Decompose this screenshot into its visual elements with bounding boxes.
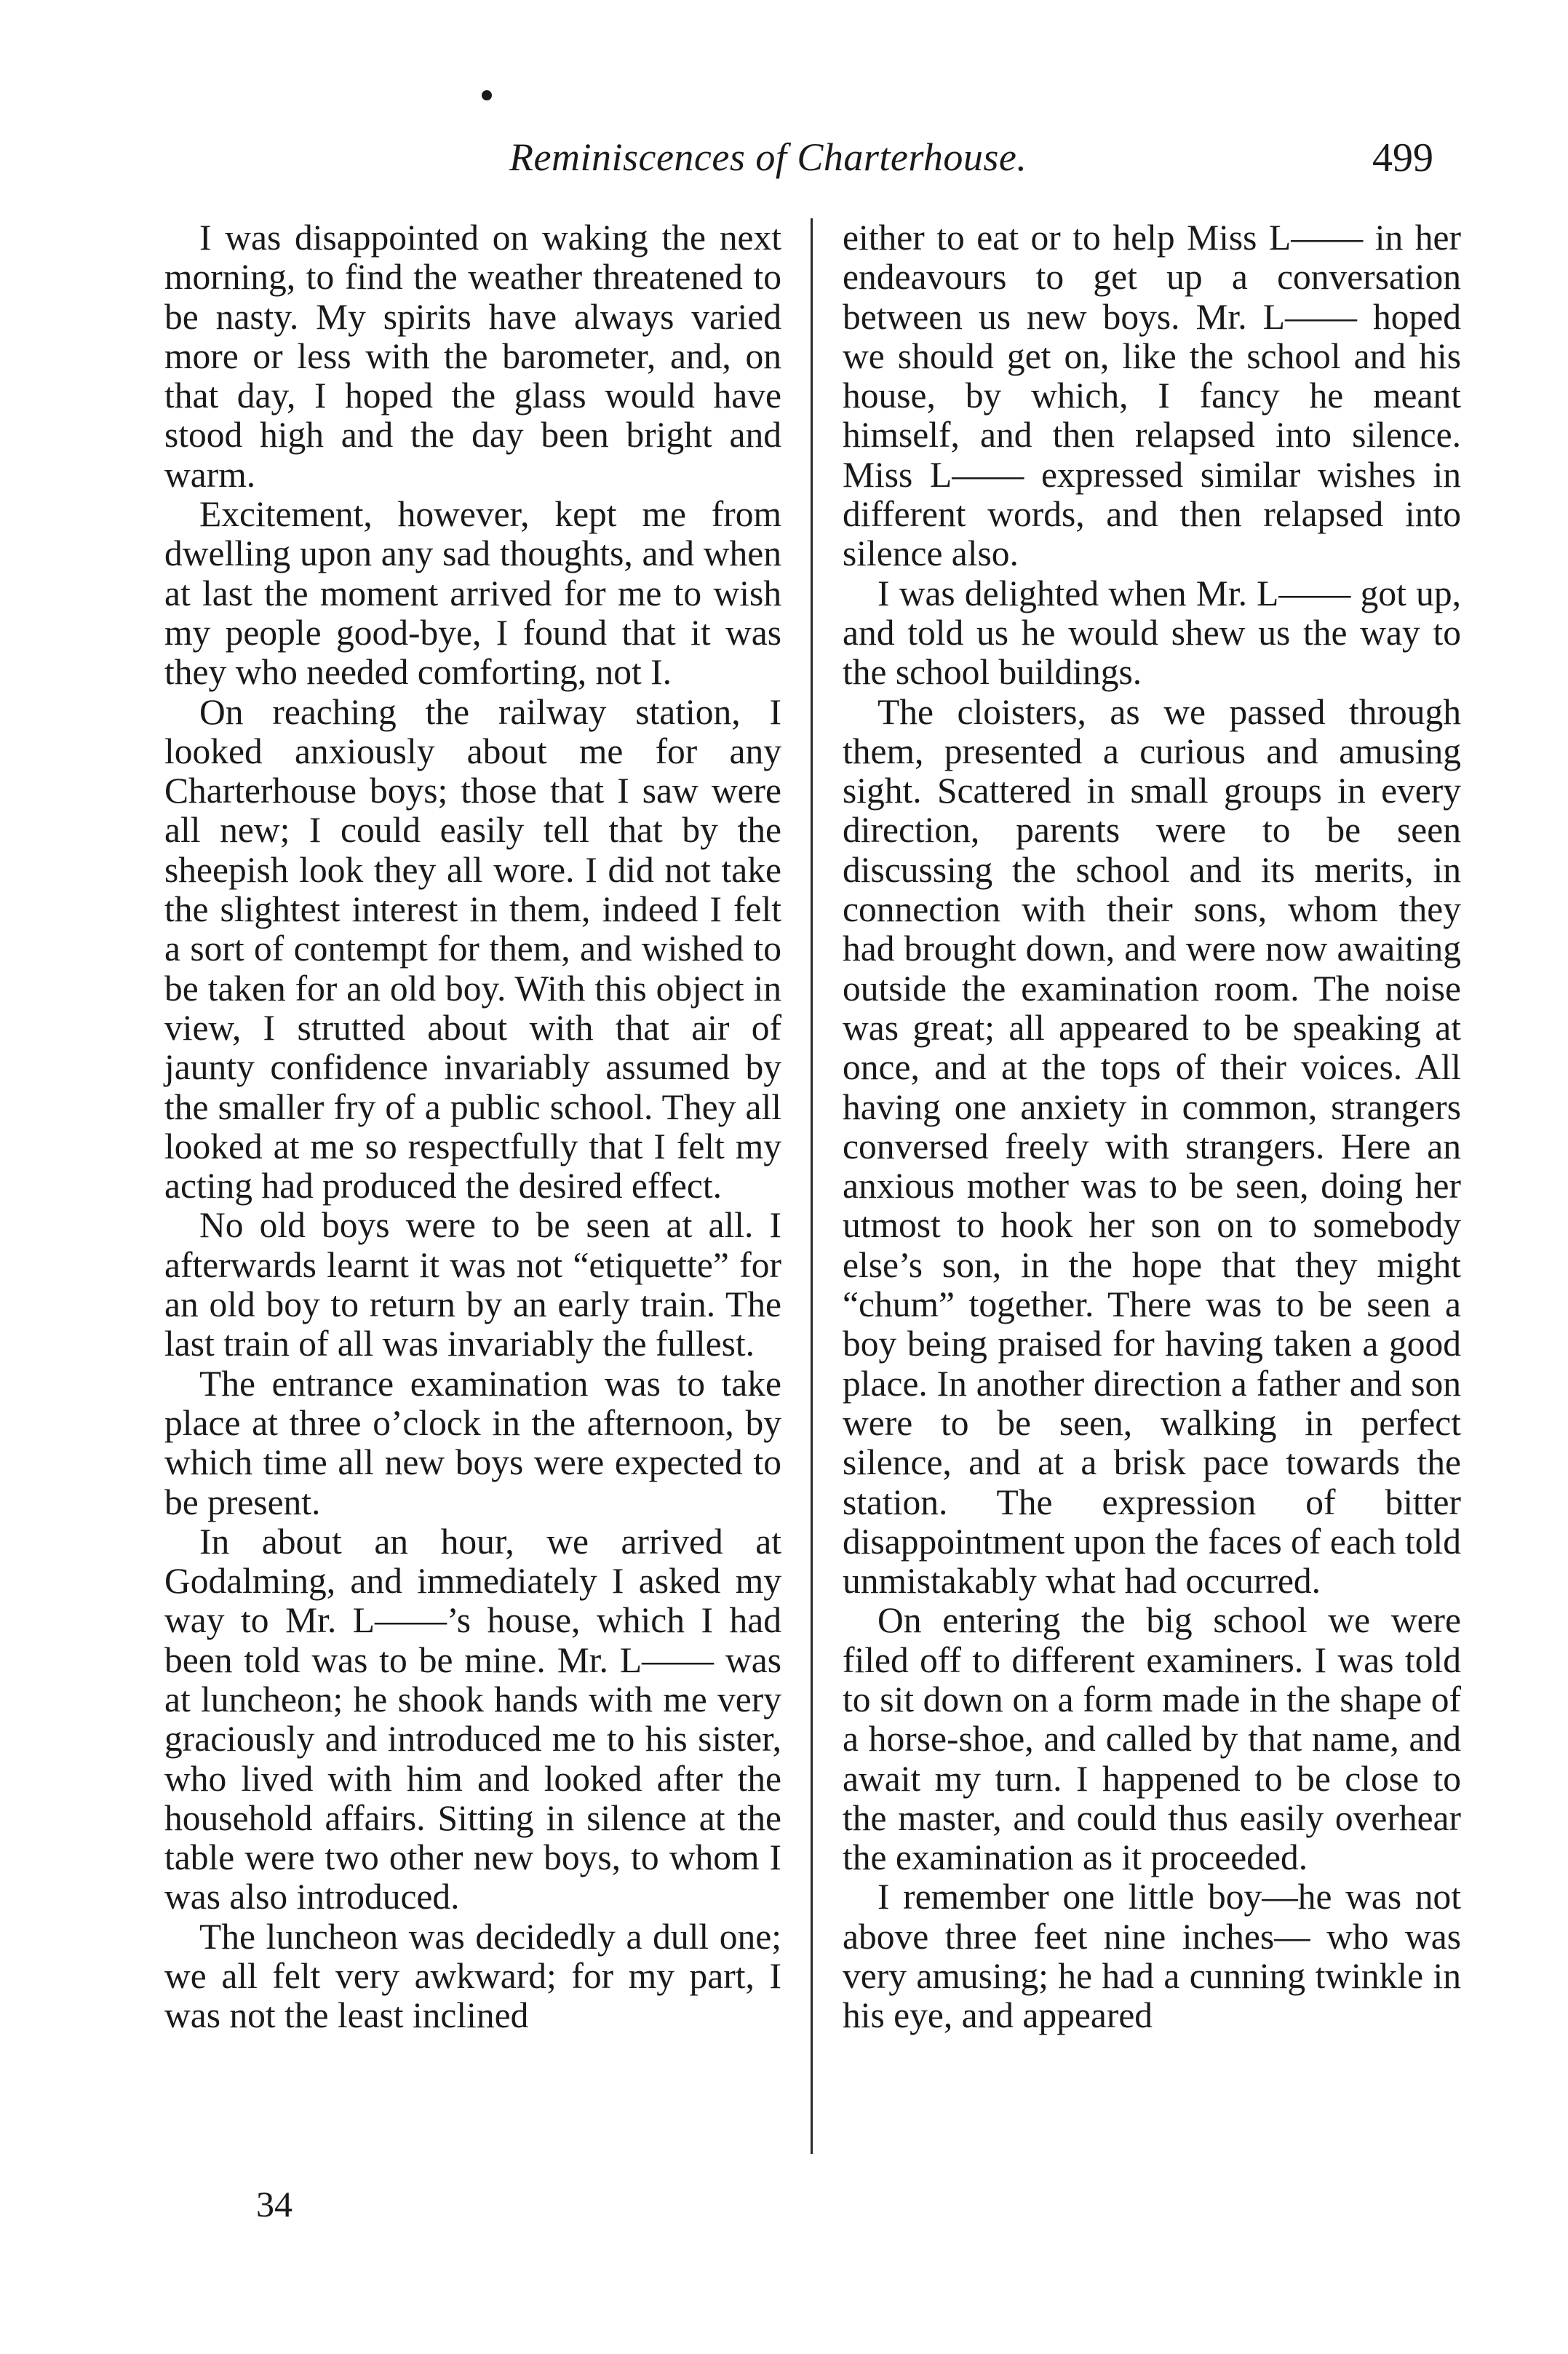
paragraph: The entrance examination was to take place at three o’clock in the afternoon, by which time all new boys were expected to be present. xyxy=(164,1363,781,1522)
paragraph: On reaching the railway station, I looked anxiously about me for any Charterhouse boys; those that I saw were all new; I could easily tell that by the sheepish look they all wore. I did not take the slightest interest in them, indeed I felt a sort of contempt for them, and wished to be taken for an old boy. With this object in view, I strutted about with that air of jaunty confidence invariably assumed by the smaller fry of a public school. They all looked at me so respectfully that I felt my acting had produced the desired effect. xyxy=(164,691,781,1206)
paragraph: I was delighted when Mr. L—— got up, and told us he would shew us the way to the school buildings. xyxy=(843,573,1461,693)
paragraph: I remember one little boy—he was not above three feet nine inches— who was very amusing; he had a cunning twinkle in his eye, and appeared xyxy=(843,1877,1461,2036)
paragraph: No old boys were to be seen at all. I afterwards learnt it was not “etiquette” for an old boy to return by an early train. The last train of all was invariably the fullest. xyxy=(164,1205,781,1364)
paragraph: On entering the big school we were filed off to different examiners. I was told to sit down on a form made in the shape of a horse-shoe, and called by that name, and await my turn. I happened to be close to the master, and could thus easily overhear the examination as it proceeded. xyxy=(843,1600,1461,1878)
left-column xyxy=(164,218,781,2036)
column-rule xyxy=(811,218,813,2154)
running-title: Reminiscences of Charterhouse. xyxy=(509,135,1027,179)
paragraph: I was disappointed on waking the next morning, to find the weather threatened to be nasty. My spirits have always varied more or less with the barometer, and, on that day, I hoped the glass would have stood high and the day been bright and warm. xyxy=(164,218,781,495)
page-number: 499 xyxy=(1372,135,1433,180)
paragraph: In about an hour, we arrived at Godalming, and immediately I asked my way to Mr. L——’s house, which I had been told was to be mine. Mr. L—— was at luncheon; he shook hands with me very graciously and introduced me to his sister, who lived with him and looked after the household affairs. Sitting in silence at the table were two other new boys, to whom I was also introduced. xyxy=(164,1521,781,1917)
right-column xyxy=(843,218,1461,2036)
signature-mark: 34 xyxy=(256,2184,292,2224)
ink-dot xyxy=(482,90,492,100)
paragraph: Excitement, however, kept me from dwelling upon any sad thoughts, and when at last the moment arrived for me to wish my people good-bye, I found that it was they who needed comforting, not I. xyxy=(164,494,781,693)
paragraph: The luncheon was decidedly a dull one; we all felt very awkward; for my part, I was not the least inclined xyxy=(164,1916,781,2036)
paragraph: either to eat or to help Miss L—— in her endeavours to get up a conversation between us new boys. Mr. L—— hoped we should get on, like the school and his house, by which, I fancy he meant himself, and then relapsed into silence. Miss L—— expressed similar wishes in different words, and then relapsed into silence also. xyxy=(843,218,1461,574)
paragraph: The cloisters, as we passed through them, presented a curious and amusing sight. Scattered in small groups in every direction, parents were to be seen discussing the school and its merits, in connection with their sons, whom they had brought down, and were now awaiting outside the examination room. The noise was great; all appeared to be speaking at once, and at the tops of their voices. All having one anxiety in common, strangers conversed freely with strangers. Here an anxious mother was to be seen, doing her utmost to hook her son on to somebody else’s son, in the hope that they might “chum” together. There was to be seen a boy being praised for having taken a good place. In another direction a father and son were to be seen, walking in perfect silence, and at a brisk pace towards the station. The expression of bitter disappointment upon the faces of each told unmistakably what had occurred. xyxy=(843,691,1461,1602)
running-head xyxy=(167,135,1433,200)
